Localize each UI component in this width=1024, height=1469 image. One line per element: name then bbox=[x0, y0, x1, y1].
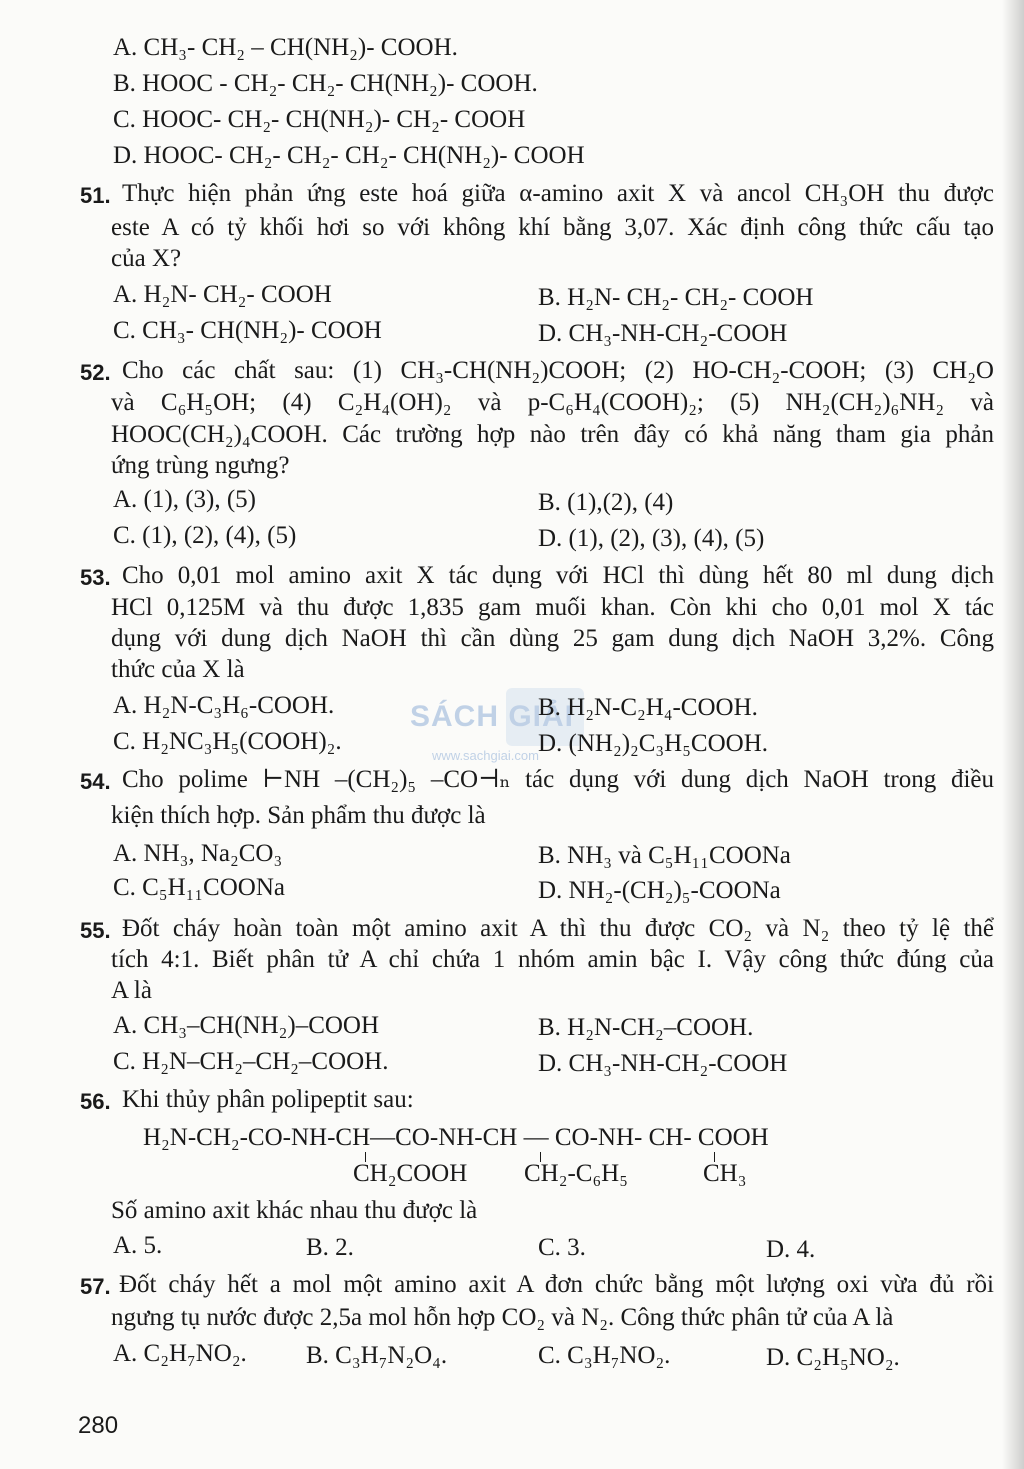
q50-option-a: A. CH₃- CH₂ – CH(NH₂)- COOH. bbox=[113, 34, 458, 61]
q52-number: 52. bbox=[80, 360, 111, 385]
q51-number: 51. bbox=[80, 183, 111, 208]
watermark-url: www.sachgiai.com bbox=[432, 748, 539, 763]
q54-option-a: A. NH₃, Na₂CO₃ bbox=[113, 840, 283, 867]
q51-option-b: B. H₂N- CH₂- CH₂- COOH bbox=[538, 284, 814, 311]
q55-option-a: A. CH₃–CH(NH₂)–COOH bbox=[113, 1012, 380, 1039]
q51-text-line3: của X? bbox=[111, 245, 182, 272]
q54-number: 54. bbox=[80, 769, 111, 794]
q55-number: 55. bbox=[80, 918, 111, 943]
page-number: 280 bbox=[78, 1412, 119, 1439]
q56-number: 56. bbox=[80, 1089, 111, 1114]
q53-option-c: C. H₂NC₃H₅(COOH)₂. bbox=[113, 728, 342, 755]
q56-side-chain-3: CH₃ bbox=[703, 1160, 747, 1187]
q52-text-line4: ứng trùng ngưng? bbox=[111, 452, 290, 479]
q57-text-line2: ngưng tụ nước được 2,5a mol hỗn hợp CO₂ và N₂. Công thức phân tử của A là bbox=[111, 1304, 894, 1331]
q53-text-line2: HCl 0,125M và thu được 1,835 gam muối khan. Còn khi cho 0,01 mol X tác bbox=[111, 594, 994, 621]
q52-text-line1: Cho các chất sau: (1) CH₃-CH(NH₂)COOH; (2) HO-CH₂-COOH; (3) CH₂O bbox=[122, 357, 994, 384]
q54-text-line1: Cho polime ⊢NH –(CH₂)₅ –CO⊣ₙ tác dụng với dung dịch NaOH trong điều bbox=[122, 766, 994, 793]
q55-text-line2: tích 4:1. Biết phân tử A chỉ chứa 1 nhóm amin bậc I. Vậy công thức đúng của bbox=[111, 946, 994, 973]
q52-text-line2: và C₆H₅OH; (4) C₂H₄(OH)₂ và p-C₆H₄(COOH)₂; (5) NH₂(CH₂)₆NH₂ và bbox=[111, 389, 994, 416]
q54-text-line2: kiện thích hợp. Sản phẩm thu được là bbox=[111, 802, 486, 829]
q56-text-line1: Khi thủy phân polipeptit sau: bbox=[122, 1086, 414, 1113]
q56-text-line2: Số amino axit khác nhau thu được là bbox=[111, 1197, 478, 1224]
q54-option-b: B. NH₃ và C₅H₁₁COONa bbox=[538, 842, 791, 869]
q55-text-line1: Đốt cháy hoàn toàn một amino axit A thì thu được CO₂ và N₂ theo tỷ lệ thể bbox=[122, 915, 994, 942]
q55-option-c: C. H₂N–CH₂–CH₂–COOH. bbox=[113, 1048, 389, 1075]
q53-option-a: A. H₂N-C₃H₆-COOH. bbox=[113, 692, 335, 719]
q56-option-d: D. 4. bbox=[766, 1236, 816, 1263]
q57-option-c: C. C₃H₇NO₂. bbox=[538, 1342, 671, 1369]
q55-option-d: D. CH₃-NH-CH₂-COOH bbox=[538, 1050, 788, 1077]
q54-option-c: C. C₅H₁₁COONa bbox=[113, 874, 285, 901]
q56-option-a: A. 5. bbox=[113, 1232, 163, 1259]
q53-option-d: D. (NH₂)₂C₃H₅COOH. bbox=[538, 730, 768, 757]
q56-side-chain-2: CH₂-C₆H₅ bbox=[524, 1160, 628, 1187]
q55-text-line3: A là bbox=[111, 977, 152, 1004]
q51-option-c: C. CH₃- CH(NH₂)- COOH bbox=[113, 317, 382, 344]
q53-text-line3: dụng với dung dịch NaOH thì cần dùng 25 gam dung dịch NaOH 3,2%. Công bbox=[111, 625, 994, 652]
q56-option-c: C. 3. bbox=[538, 1234, 586, 1261]
q52-option-d: D. (1), (2), (3), (4), (5) bbox=[538, 525, 765, 552]
q52-option-c: C. (1), (2), (4), (5) bbox=[113, 522, 297, 549]
q56-option-b: B. 2. bbox=[306, 1234, 354, 1261]
q50-option-d: D. HOOC- CH₂- CH₂- CH₂- CH(NH₂)- COOH bbox=[113, 142, 585, 169]
q52-text-line3: HOOC(CH₂)₄COOH. Các trường hợp nào trên đây có khả năng tham gia phản bbox=[111, 421, 994, 448]
q57-number: 57. bbox=[80, 1274, 111, 1299]
q53-option-b: B. H₂N-C₂H₄-COOH. bbox=[538, 694, 758, 721]
q57-option-b: B. C₃H₇N₂O₄. bbox=[306, 1342, 448, 1369]
q52-option-a: A. (1), (3), (5) bbox=[113, 486, 257, 513]
q54-option-d: D. NH₂-(CH₂)₅-COONa bbox=[538, 877, 781, 904]
q55-option-b: B. H₂N-CH₂–COOH. bbox=[538, 1014, 754, 1041]
q56-side-chain-1: CH₂COOH bbox=[353, 1160, 468, 1187]
q52-option-b: B. (1),(2), (4) bbox=[538, 489, 674, 516]
page-gutter-shadow bbox=[1002, 0, 1024, 1469]
q53-number: 53. bbox=[80, 565, 111, 590]
q53-text-line1: Cho 0,01 mol amino axit X tác dụng với HCl thì dùng hết 80 ml dung dịch bbox=[122, 562, 994, 589]
q56-polypeptide-formula: H₂N-CH₂-CO-NH-CH—CO-NH-CH — CO-NH- CH- COOH bbox=[143, 1124, 769, 1151]
q51-option-d: D. CH₃-NH-CH₂-COOH bbox=[538, 320, 788, 347]
q51-option-a: A. H₂N- CH₂- COOH bbox=[113, 281, 332, 308]
q50-option-c: C. HOOC- CH₂- CH(NH₂)- CH₂- COOH bbox=[113, 106, 526, 133]
q50-option-b: B. HOOC - CH₂- CH₂- CH(NH₂)- COOH. bbox=[113, 70, 538, 97]
watermark-brand: SÁCH GIẢI bbox=[410, 700, 575, 733]
q51-text-line2: este A có tỷ khối hơi so với không khí bằng 3,07. Xác định công thức cấu tạo bbox=[111, 214, 994, 241]
q57-option-d: D. C₂H₅NO₂. bbox=[766, 1344, 900, 1371]
q57-text-line1: Đốt cháy hết a mol một amino axit A đơn chức bằng một lượng oxi vừa đủ rồi bbox=[119, 1271, 994, 1298]
q57-option-a: A. C₂H₇NO₂. bbox=[113, 1340, 247, 1367]
q51-text-line1: Thực hiện phản ứng este hoá giữa α-amino axit X và ancol CH₃OH thu được bbox=[122, 180, 994, 207]
q53-text-line4: thức của X là bbox=[111, 656, 245, 683]
